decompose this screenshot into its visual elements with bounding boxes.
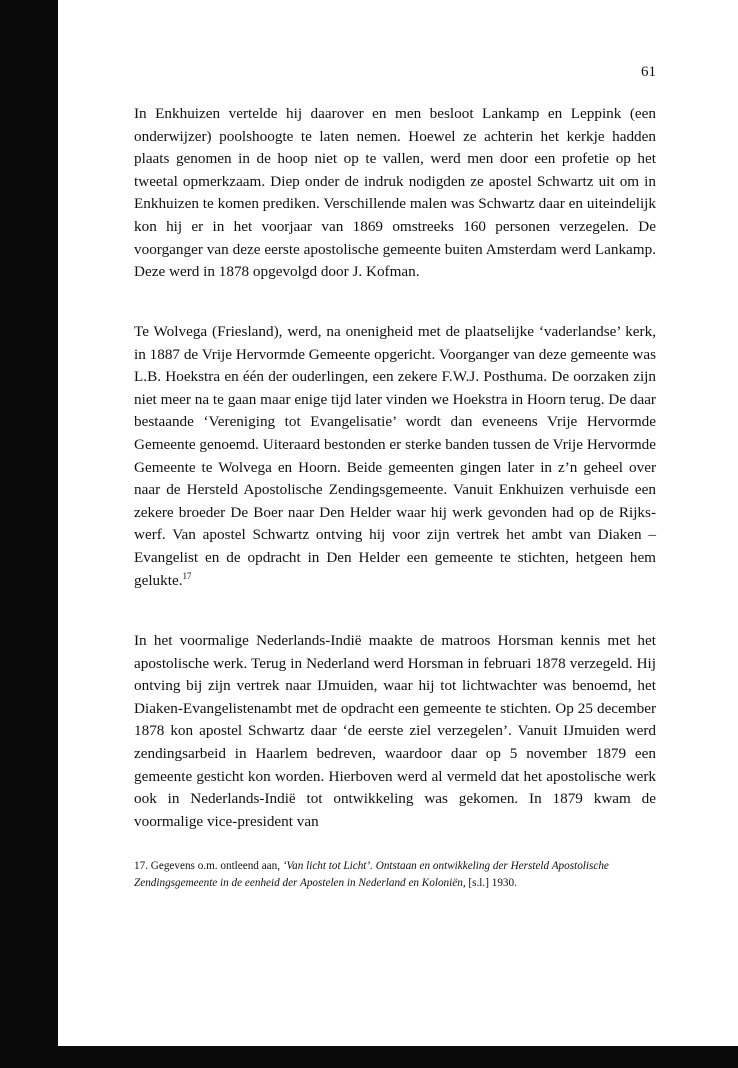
page-number: 61	[641, 64, 656, 80]
footnote-lead: 17. Gegevens o.m. ontleend aan,	[134, 860, 283, 872]
paragraph-wolvega-text: Te Wolvega (Friesland), werd, na onenigheid met de plaatselijke ‘vaderlandse’ kerk, in 1887 de Vrije Hervormde Gemeente opgericht. Voorganger van deze gemeente was L.B. Hoekstra en één der ouderlingen, een zekere F.W.J. Posthuma. De oorzaken zijn niet meer na te gaan maar enige tijd later vinden we Hoekstra in Hoorn terug. De daar bestaande ‘Vereniging tot Evangelisatie’ wordt dan eveneens Vrije Hervormde Gemeente genoemd. Uiteraard bestonden er sterke banden tussen de Vrije Hervormde Gemeente te Wolvega en Hoorn. Beide gemeenten gingen later in z’n geheel over naar de Hersteld Apostolische Zendingsgemeente. Vanuit Enkhuizen verhuisde een zekere broeder De Boer naar Den Helder waar hij werk gevonden had op de Rijkswerf. Van apostel Schwartz ontving hij voor zijn vertrek het ambt van Diaken – Evangelist en de opdracht in Den Helder een gemeente te stichten, hetgeen hem gelukte.	[134, 323, 656, 589]
scan-border-left	[0, 0, 58, 1068]
paragraph-wolvega	[134, 321, 656, 592]
paragraph-nederlands-indie: In het voormalige Nederlands-Indië maakte de matroos Horsman kennis met het apostolische werk. Terug in Nederland werd Horsman in februari 1878 verzegeld. Hij ontving bij zijn vertrek naar IJmuiden, waar hij tot lichtwachter was benoemd, het Diaken-Evangelistenambt met de opdracht een gemeente te stichten. Op 25 december 1878 kon apostel Schwartz daar ‘de eerste ziel verzegelen’. Vanuit IJmuiden werd zendingsarbeid in Haarlem bedreven, waardoor daar op 5 november 1879 een gemeente gesticht kon worden. Hierboven werd al vermeld dat het apostolische werk ook in Nederlands-Indië tot ontwikkeling was gekomen. In 1879 kwam de voormalige vice-president van	[134, 632, 656, 830]
footnote-tail: [s.l.] 1930.	[465, 876, 517, 889]
footnote-source-title: ‘Van licht tot Licht’. Ontstaan en ontwikkeling der Hersteld Apostolische Zendingsgemeente in de eenheid der Apostelen in Nederland en Koloniën,	[134, 860, 609, 889]
footnote	[134, 858, 656, 891]
paragraph-enkhuizen: In Enkhuizen vertelde hij daarover en men besloot Lankamp en Leppink (een onderwijzer) poolshoogte te laten nemen. Hoewel ze achterin het kerkje hadden plaats genomen in de hoop niet op te vallen, werd men door een profetie op het tweetal opmerkzaam. Diep onder de indruk nodigden ze apostel Schwartz uit om in Enkhuizen te komen prediken. Verschillende malen was Schwartz daar en uiteindelijk kon hij er in het voorjaar van 1869 omstreeks 160 personen verzegelen. De voorganger van deze eerste apostolische gemeente buiten Amsterdam werd Lankamp. Deze werd in 1878 opgevolgd door J. Kofman.	[134, 105, 656, 281]
footnote-reference: 17	[182, 570, 192, 581]
scan-border-bottom	[0, 1046, 738, 1068]
